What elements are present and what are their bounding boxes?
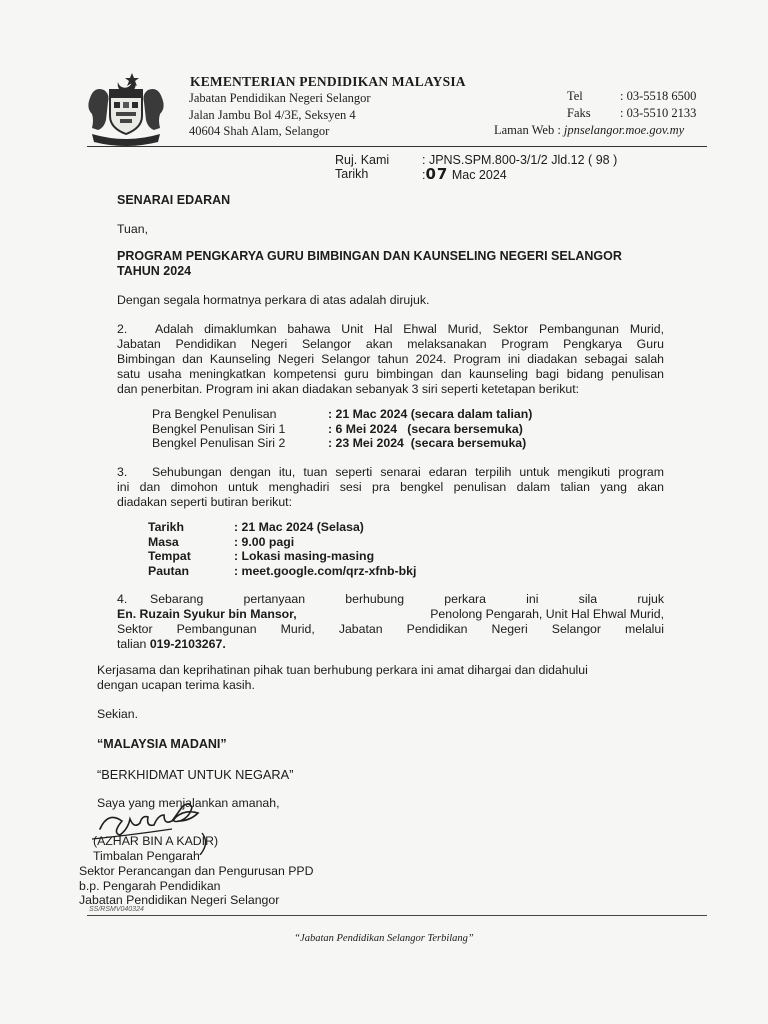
footer-motto: “Jabatan Pendidikan Selangor Terbilang” xyxy=(294,933,474,944)
website-line xyxy=(494,123,684,138)
paragraph-4-number: 4. xyxy=(117,592,128,606)
signatory-name: (AZHAR BIN A KADIR) xyxy=(93,834,219,848)
detail-row xyxy=(148,549,416,564)
phone-prefix: talian xyxy=(117,637,147,651)
closing-line-1: Kerjasama dan keprihatinan pihak tuan berhubung perkara ini amat dihargai dan didahului xyxy=(97,663,588,677)
paragraph-4-line-3: Sektor Pembangunan Murid, Jabatan Pendidikan Negeri Selangor melalui xyxy=(117,622,664,636)
date-month-year: Mac 2024 xyxy=(451,168,507,182)
detail-row xyxy=(148,520,416,535)
department-name: Jabatan Pendidikan Negeri Selangor xyxy=(189,91,371,105)
date-value xyxy=(422,165,507,183)
fax-label: Faks xyxy=(567,106,591,120)
ministry-name: KEMENTERIAN PENDIDIKAN MALAYSIA xyxy=(190,74,466,89)
salutation: Tuan, xyxy=(117,222,148,236)
date-label: Tarikh xyxy=(335,167,369,181)
reference-value: : JPNS.SPM.800-3/1/2 Jld.12 ( 98 ) xyxy=(422,153,618,167)
detail-value: : 21 Mac 2024 (Selasa) xyxy=(234,520,364,534)
contact-phone: 019-2103267. xyxy=(149,637,226,651)
header-divider xyxy=(87,146,707,147)
paragraph-3-line-2: ini dan dimohon untuk menghadiri sesi pra bengkel penulisan dalam talian yang akan xyxy=(117,480,664,494)
detail-label: Masa xyxy=(148,534,179,549)
tel-value: : 03-5518 6500 xyxy=(620,89,697,103)
contact-person-role: Penolong Pengarah, Unit Hal Ehwal Murid, xyxy=(430,607,664,621)
subject-line-2: TAHUN 2024 xyxy=(117,264,192,278)
schedule-row xyxy=(152,436,532,451)
footer-divider xyxy=(87,915,707,916)
session-details xyxy=(148,520,416,578)
paragraph-3-line-1: Sehubungan dengan itu, tuan seperti senarai edaran terpilih untuk mengikuti program xyxy=(152,465,664,479)
sign-off: Saya yang menjalankan amanah, xyxy=(97,796,280,810)
reference-label: Ruj. Kami xyxy=(335,153,390,167)
detail-label: Tempat xyxy=(148,549,191,563)
address-line-2: 40604 Shah Alam, Selangor xyxy=(189,124,330,138)
website-label: Laman Web : xyxy=(494,123,561,137)
detail-value: : 9.00 pagi xyxy=(234,534,295,549)
sekian: Sekian. xyxy=(97,707,139,721)
contact-person-name: En. Ruzain Syukur bin Mansor, xyxy=(117,607,297,621)
signatory-title-1: Timbalan Pengarah xyxy=(93,849,200,863)
paragraph-2-line-2: Jabatan Pendidikan Negeri Selangor akan melaksanakan Program Pengkarya Guru xyxy=(117,337,664,351)
schedule-row xyxy=(152,422,532,437)
website-link[interactable]: jpnselangor.moe.gov.my xyxy=(563,123,685,137)
schedule-value: : 21 Mac 2024 (secara dalam talian) xyxy=(328,407,533,421)
date-colon: : xyxy=(422,168,426,182)
detail-value: : Lokasi masing-masing xyxy=(234,549,375,563)
paragraph-4-line-2 xyxy=(117,607,664,622)
schedule-value: : 23 Mei 2024 (secara bersemuka) xyxy=(328,436,527,450)
schedule-row xyxy=(152,407,532,422)
subject-line-1: PROGRAM PENGKARYA GURU BIMBINGAN DAN KAUNSELING NEGERI SELANGOR xyxy=(117,249,622,263)
closing-line-2: dengan ucapan terima kasih. xyxy=(97,678,255,692)
meeting-link[interactable]: : meet.google.com/qrz-xfnb-bkj xyxy=(234,563,417,578)
coat-of-arms-logo xyxy=(80,68,172,151)
schedule-label: Bengkel Penulisan Siri 2 xyxy=(152,436,286,450)
recipient-list: SENARAI EDARAN xyxy=(117,193,231,207)
slogan-malaysia-madani: “MALAYSIA MADANI” xyxy=(97,737,227,751)
detail-row xyxy=(148,535,416,550)
paragraph-2-line-3: Bimbingan dan Kaunseling Negeri Selangor tahun 2024. Program ini diadakan sebagai salah xyxy=(117,352,664,366)
paragraph-4-line-1: Sebarang pertanyaan berhubung perkara ini sila rujuk xyxy=(150,592,664,606)
schedule-label: Pra Bengkel Penulisan xyxy=(152,407,277,421)
signatory-title-4: Jabatan Pendidikan Negeri Selangor xyxy=(79,893,280,907)
paragraph-3-line-3: diadakan seperti butiran berikut: xyxy=(117,495,292,509)
detail-row xyxy=(148,564,416,579)
slogan-berkhidmat: “BERKHIDMAT UNTUK NEGARA” xyxy=(97,767,294,782)
detail-label: Pautan xyxy=(148,563,189,578)
paragraph-2-line-1: Adalah dimaklumkan bahawa Unit Hal Ehwal Murid, Sektor Pembangunan Murid, xyxy=(155,322,664,336)
paragraph-3-number: 3. xyxy=(117,465,128,479)
paragraph-4-line-4 xyxy=(117,637,226,652)
document-code: SS/RSMV040324 xyxy=(89,906,144,913)
detail-label: Tarikh xyxy=(148,520,184,534)
paragraph-2-line-5: dan penerbitan. Program ini akan diadakan sebanyak 3 siri seperti ketetapan berikut: xyxy=(117,382,580,396)
paragraph-2-line-4: satu usaha meningkatkan kompetensi guru bimbingan dan kaunseling bagi bidang penulisan xyxy=(117,367,664,381)
date-day-handwritten: 07 xyxy=(425,165,449,183)
signatory-title-2: Sektor Perancangan dan Pengurusan PPD xyxy=(79,864,314,878)
schedule-label: Bengkel Penulisan Siri 1 xyxy=(152,421,286,436)
paragraph-2-number: 2. xyxy=(117,322,128,336)
address-line-1: Jalan Jambu Bol 4/3E, Seksyen 4 xyxy=(189,108,356,122)
schedule-value: : 6 Mei 2024 (secara bersemuka) xyxy=(328,421,523,436)
tel-label: Tel xyxy=(567,89,583,103)
signatory-title-3: b.p. Pengarah Pendidikan xyxy=(79,879,221,893)
fax-value: : 03-5510 2133 xyxy=(620,106,697,120)
intro-paragraph: Dengan segala hormatnya perkara di atas adalah dirujuk. xyxy=(117,293,430,307)
workshop-schedule xyxy=(152,407,532,451)
